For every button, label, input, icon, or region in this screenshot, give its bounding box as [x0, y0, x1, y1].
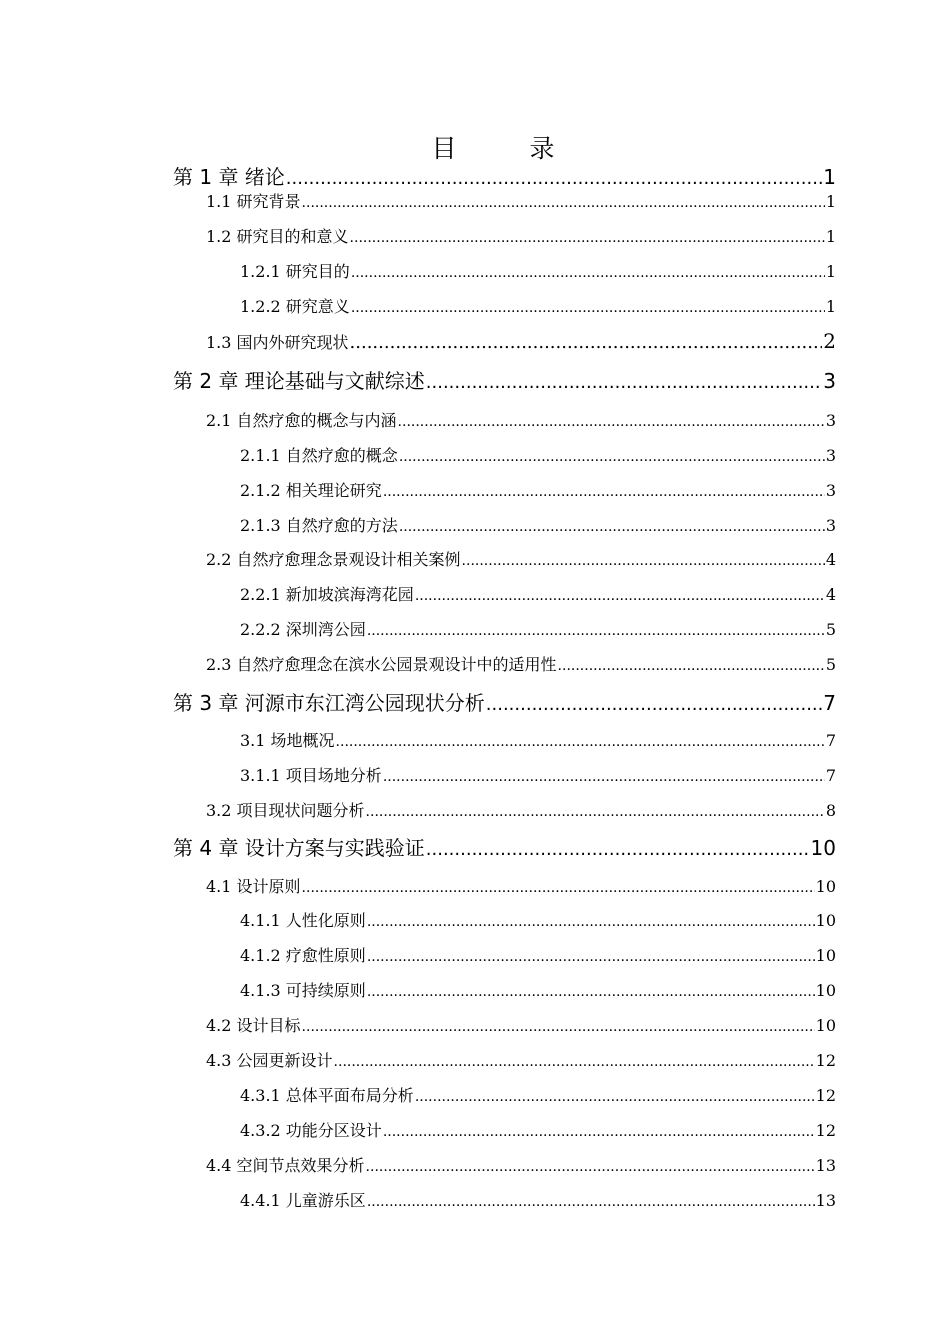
- toc-entry-label: 4.3 公园更新设计: [206, 1051, 333, 1070]
- toc-entry-label: 4.4 空间节点效果分析: [206, 1156, 365, 1175]
- dot-leader: [398, 411, 825, 433]
- toc-entry[interactable]: [240, 980, 836, 1003]
- toc-entry[interactable]: [206, 1050, 836, 1073]
- dot-leader: [351, 297, 825, 319]
- dot-leader: [383, 766, 825, 788]
- toc-entry[interactable]: [240, 296, 836, 319]
- toc-entry-page: 1: [825, 297, 836, 316]
- toc-entry-page: 7: [825, 731, 836, 750]
- toc-entry-page: 10: [815, 877, 836, 896]
- dot-leader: [367, 946, 815, 968]
- toc-entry[interactable]: [173, 164, 836, 192]
- toc-entry-page: 10: [810, 836, 836, 860]
- toc-entry[interactable]: [240, 1120, 836, 1143]
- toc-entry[interactable]: [206, 226, 836, 249]
- dot-leader: [350, 227, 825, 249]
- toc-entry[interactable]: [206, 1015, 836, 1038]
- toc-entry[interactable]: [240, 261, 836, 284]
- toc-entry-label: 4.1.3 可持续原则: [240, 981, 366, 1000]
- toc-entry[interactable]: [206, 410, 836, 433]
- toc-entry[interactable]: [240, 1190, 836, 1213]
- toc-entry-page: 13: [815, 1191, 836, 1210]
- dot-leader: [558, 655, 825, 677]
- toc-entry-page: 12: [815, 1051, 836, 1070]
- dot-leader: [366, 1156, 815, 1178]
- toc-entry-label: 3.1 场地概况: [240, 731, 335, 750]
- toc-entry-page: 10: [815, 981, 836, 1000]
- toc-entry[interactable]: [240, 584, 836, 607]
- toc-entry-page: 3: [825, 446, 836, 465]
- toc-entry-label: 2.3 自然疗愈理念在滨水公园景观设计中的适用性: [206, 655, 557, 674]
- toc-entry[interactable]: [240, 480, 836, 503]
- toc-entry[interactable]: [173, 835, 836, 863]
- toc-entry-label: 第 4 章 设计方案与实践验证: [173, 836, 425, 860]
- toc-entry-page: 13: [815, 1156, 836, 1175]
- toc-entry[interactable]: [240, 445, 836, 468]
- dot-leader: [334, 1051, 815, 1073]
- page-title: 目 录: [431, 134, 579, 163]
- toc-entry[interactable]: [240, 910, 836, 933]
- toc-entry-label: 4.2 设计目标: [206, 1016, 301, 1035]
- toc-entry-label: 2.2.1 新加坡滨海湾花园: [240, 585, 414, 604]
- dot-leader: [399, 446, 825, 468]
- toc-entry-label: 1.2.1 研究目的: [240, 262, 350, 281]
- toc-entry-page: 1: [825, 227, 836, 246]
- toc-entry[interactable]: [240, 1085, 836, 1108]
- dot-leader: [302, 877, 815, 899]
- toc-entry-page: 7: [825, 766, 836, 785]
- toc-entry-label: 4.1.1 人性化原则: [240, 911, 366, 930]
- toc-entry[interactable]: [206, 654, 836, 677]
- toc-entry-label: 1.2 研究目的和意义: [206, 227, 349, 246]
- toc-entry-page: 2: [823, 329, 836, 353]
- toc-entry[interactable]: [240, 515, 836, 538]
- toc-entry-page: 5: [825, 655, 836, 674]
- toc-entry-page: 10: [815, 946, 836, 965]
- dot-leader: [486, 692, 822, 718]
- toc-entry-page: 7: [823, 691, 836, 715]
- toc-entry-page: 8: [825, 801, 836, 820]
- toc-entry-label: 3.2 项目现状问题分析: [206, 801, 365, 820]
- toc-entry-page: 3: [823, 369, 836, 393]
- toc-entry-label: 2.2 自然疗愈理念景观设计相关案例: [206, 550, 461, 569]
- toc-entry-label: 2.1.3 自然疗愈的方法: [240, 516, 398, 535]
- dot-leader: [286, 166, 822, 192]
- toc-entry-label: 1.2.2 研究意义: [240, 297, 350, 316]
- dot-leader: [302, 192, 825, 214]
- toc-entry[interactable]: [206, 876, 836, 899]
- dot-leader: [351, 262, 825, 284]
- toc-entry-page: 3: [825, 481, 836, 500]
- toc-entry[interactable]: [206, 800, 836, 823]
- toc-entry-page: 3: [825, 411, 836, 430]
- dot-leader: [367, 1191, 815, 1213]
- toc-entry-page: 10: [815, 911, 836, 930]
- toc-entry[interactable]: [206, 1155, 836, 1178]
- toc-entry-page: 5: [825, 620, 836, 639]
- toc-entry-label: 1.3 国内外研究现状: [206, 333, 349, 352]
- dot-leader: [415, 585, 825, 607]
- toc-entry-page: 4: [825, 585, 836, 604]
- dot-leader: [367, 981, 815, 1003]
- toc-entry-page: 1: [825, 262, 836, 281]
- toc-entry-page: 3: [825, 516, 836, 535]
- toc-entry[interactable]: [173, 690, 836, 718]
- toc-entry-label: 2.1 自然疗愈的概念与内涵: [206, 411, 397, 430]
- toc-entry-label: 3.1.1 项目场地分析: [240, 766, 382, 785]
- toc-entry-page: 4: [825, 550, 836, 569]
- toc-entry-label: 2.2.2 深圳湾公园: [240, 620, 366, 639]
- toc-entry-label: 第 1 章 绪论: [173, 165, 285, 189]
- dot-leader: [426, 370, 822, 396]
- toc-entry-label: 1.1 研究背景: [206, 192, 301, 211]
- toc-entry-label: 4.3.2 功能分区设计: [240, 1121, 382, 1140]
- dot-leader: [350, 332, 823, 354]
- toc-entry-page: 1: [823, 165, 836, 189]
- toc-entry-label: 4.4.1 儿童游乐区: [240, 1191, 366, 1210]
- toc-entry[interactable]: [240, 730, 836, 753]
- toc-entry-label: 第 3 章 河源市东江湾公园现状分析: [173, 691, 485, 715]
- dot-leader: [383, 481, 825, 503]
- dot-leader: [367, 911, 815, 933]
- toc-entry-label: 第 2 章 理论基础与文献综述: [173, 369, 425, 393]
- toc-entry[interactable]: [206, 549, 836, 572]
- dot-leader: [399, 516, 825, 538]
- dot-leader: [367, 620, 825, 642]
- toc-entry[interactable]: [206, 191, 836, 214]
- toc-entry-label: 4.1 设计原则: [206, 877, 301, 896]
- toc-entry-label: 2.1.2 相关理论研究: [240, 481, 382, 500]
- toc-entry[interactable]: [206, 330, 836, 354]
- toc-entry-label: 2.1.1 自然疗愈的概念: [240, 446, 398, 465]
- dot-leader: [336, 731, 825, 753]
- toc-entry[interactable]: [173, 368, 836, 396]
- toc-entry-page: 1: [825, 192, 836, 211]
- dot-leader: [366, 801, 825, 823]
- toc-entry-page: 10: [815, 1016, 836, 1035]
- toc-entry[interactable]: [240, 945, 836, 968]
- dot-leader: [383, 1121, 815, 1143]
- dot-leader: [302, 1016, 815, 1038]
- toc-entry[interactable]: [240, 765, 836, 788]
- toc-entry-page: 12: [815, 1086, 836, 1105]
- dot-leader: [426, 837, 810, 863]
- toc-entry-page: 12: [815, 1121, 836, 1140]
- toc-entry-label: 4.3.1 总体平面布局分析: [240, 1086, 414, 1105]
- dot-leader: [415, 1086, 815, 1108]
- toc-entry-label: 4.1.2 疗愈性原则: [240, 946, 366, 965]
- dot-leader: [462, 550, 825, 572]
- toc-entry[interactable]: [240, 619, 836, 642]
